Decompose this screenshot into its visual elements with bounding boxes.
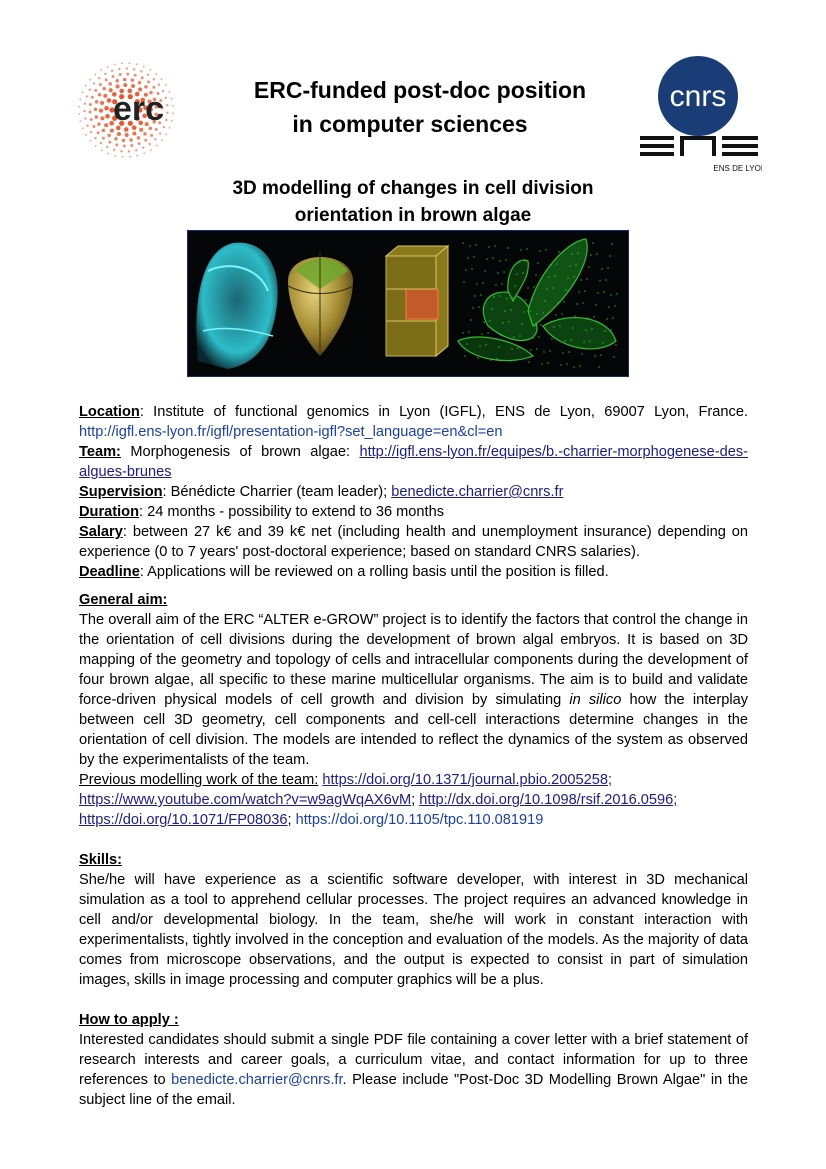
cnrs-ens-icon <box>636 56 762 176</box>
team-text: Morphogenesis of brown algae: <box>120 444 360 460</box>
location-text: : Institute of functional genomics in Lyon (IGFL), ENS de Lyon, 69007 Lyon, France. <box>139 404 748 420</box>
location-link[interactable]: http://igfl.ens-lyon.fr/igfl/presentation-igfl?set_language=en&cl=en <box>79 424 503 440</box>
algae-models-image <box>188 231 628 376</box>
team-link[interactable]: http://igfl.ens-lyon.fr/equipes/b.-charrier-morphogenese-des-algues-brunes <box>79 444 748 480</box>
cnrs-ens-logo <box>636 56 762 176</box>
ref-link-fp[interactable]: https://doi.org/10.1071/FP08036 <box>79 812 288 828</box>
supervision-label: Supervision <box>79 484 163 500</box>
page-title <box>200 73 640 107</box>
erc-stars-icon <box>76 60 176 160</box>
in-silico-italic: in silico <box>569 692 622 708</box>
previous-work-label: Previous modelling work of the team: <box>79 772 319 788</box>
team-row <box>79 442 748 482</box>
supervision-text: : Bénédicte Charrier (team leader); <box>162 484 392 500</box>
duration-label: Duration <box>79 504 139 520</box>
salary-label: Salary <box>79 524 123 540</box>
apply-text: Interested candidates should submit a single PDF file containing a cover letter with a brief statement of research interests and career goals, a curriculum vitae, and contact information for up to three references to benedicte.charrier@cnrs.fr. Please include "Post-Doc 3D Modelling Brown Algae" in the subject line of the email. <box>79 1032 748 1108</box>
deadline-label: Deadline <box>79 564 140 580</box>
page-title-line-2: in computer sciences <box>292 111 528 137</box>
general-aim-heading: General aim: <box>79 592 168 608</box>
location-label: Location <box>79 404 140 420</box>
skills-heading: Skills: <box>79 852 122 868</box>
ens-lyon-label: ENS DE LYON <box>713 164 762 173</box>
apply-heading: How to apply : <box>79 1012 179 1028</box>
apply-email-link[interactable]: benedicte.charrier@cnrs.fr <box>171 1072 343 1088</box>
ref-link-youtube[interactable]: https://www.youtube.com/watch?v=w9agWqAX6vM <box>79 792 412 808</box>
salary-row <box>79 522 748 562</box>
deadline-text: : Applications will be reviewed on a rolling basis until the position is filled. <box>139 564 609 580</box>
title-line-1: ERC-funded post-doc position <box>253 77 587 103</box>
erc-wordmark: erc <box>113 90 165 128</box>
skills-text: She/he will have experience as a scientific software developer, with interest in 3D mechanical simulation as a tool to apprehend cellular processes. The project requires an advanced knowledge in cell and/or developmental biology. In the team, she/he will work in constant interaction with experimentalists, tightly involved in the conception and evaluation of the models. As the majority of data comes from microscope observations, and the output is expected to consist in part of simulation images, skills in image processing and computer graphics will be a plus. <box>79 872 748 988</box>
previous-work-row: Previous modelling work of the team: https://doi.org/10.1371/journal.pbio.2005258; https://www.youtube.com/watch?v=w9agWqAX6vM; http://dx.doi.org/10.1098/rsif.2016.0596; https://doi.org/10.1071/FP08036; https://doi.org/10.1105/tpc.110.081919 <box>79 772 678 828</box>
ref-link-pbio[interactable]: https://doi.org/10.1371/journal.pbio.2005258; <box>322 772 613 788</box>
ref-link-rsif[interactable]: http://dx.doi.org/10.1098/rsif.2016.0596; <box>419 792 678 808</box>
salary-text: : between 27 k€ and 39 k€ net (including health and unemployment insurance) depending on experience (0 to 7 years' post-doctoral experience; based on standard CNRS salaries). <box>79 524 748 560</box>
ref-link-tpc[interactable]: https://doi.org/10.1105/tpc.110.081919 <box>295 812 544 828</box>
erc-logo <box>76 60 176 160</box>
duration-row <box>79 502 748 522</box>
location-row <box>79 402 748 442</box>
duration-text: : 24 months - possibility to extend to 36 months <box>139 504 445 520</box>
general-aim-text: The overall aim of the ERC “ALTER e-GROW” project is to identify the factors that control the change in the orientation of cell divisions during the development of brown algal embryos. It is based on 3D mapping of the geometry and topology of cells and intracellular components during the development of four brown algae, all specific to these marine multicellular organisms. The aim is to build and validate force-driven physical models of cell growth and division by simulating in silico how the interplay between cell 3D geometry, cell components and cell-cell interactions determine changes in the orientation of cell division. The models are intended to reflect the dynamics of the system as observed by the experimentalists of the team. <box>79 612 748 768</box>
supervision-row <box>79 482 748 502</box>
cell-imaging-banner <box>187 230 629 377</box>
job-details <box>79 402 748 1110</box>
subtitle: 3D modelling of changes in cell division orientation in brown algae <box>232 178 594 226</box>
deadline-row <box>79 562 748 582</box>
team-label: Team: <box>79 444 121 460</box>
cnrs-wordmark: cnrs <box>669 80 727 113</box>
supervisor-email-link[interactable]: benedicte.charrier@cnrs.fr <box>391 484 564 500</box>
